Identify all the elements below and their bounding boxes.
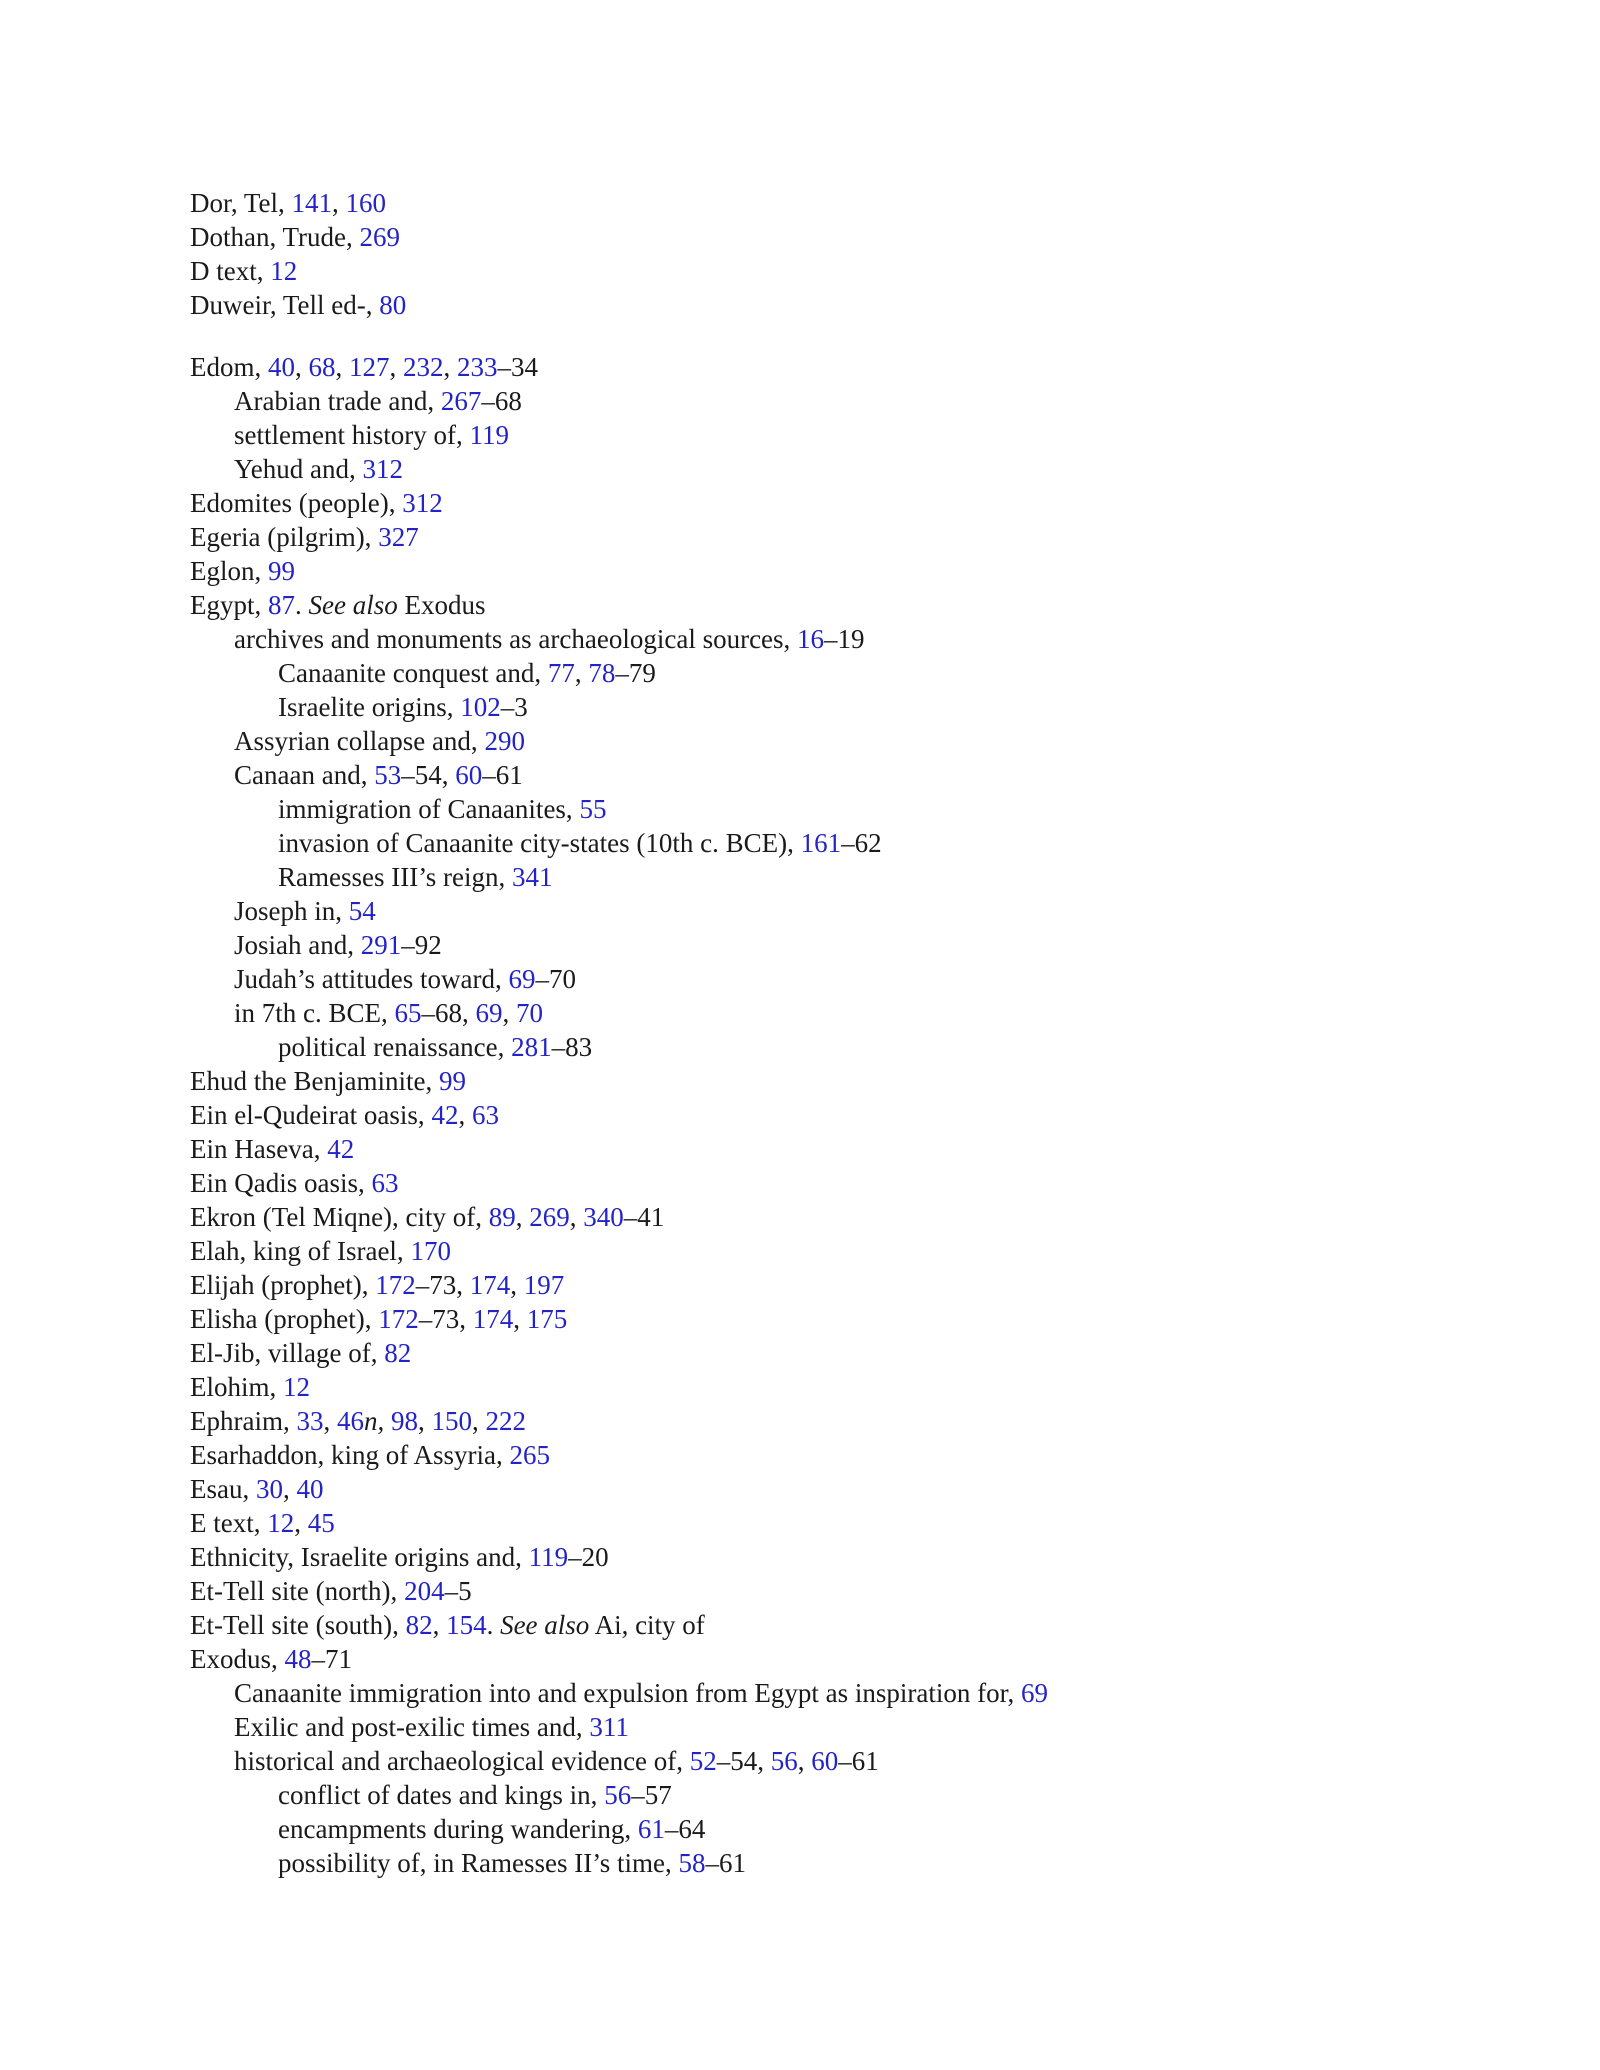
entry-text: Arabian trade and, (234, 386, 441, 416)
page-link[interactable]: 172 (375, 1270, 416, 1300)
entry-text: –73, (418, 1304, 473, 1334)
entry-text: –92 (401, 930, 442, 960)
page-link[interactable]: 312 (362, 454, 404, 484)
page-link[interactable]: 33 (296, 1406, 324, 1436)
page-link[interactable]: 46 (336, 1406, 364, 1436)
page-link[interactable]: 12 (267, 1508, 295, 1538)
page-link[interactable]: 170 (410, 1236, 451, 1266)
index-subentry (190, 860, 1490, 894)
page-link[interactable]: 269 (529, 1202, 570, 1232)
entry-text: Judah’s attitudes toward, (234, 964, 509, 994)
index-entry (190, 1370, 1490, 1404)
index-entry (190, 1574, 1490, 1608)
entry-text: –70 (535, 964, 576, 994)
index-entry (190, 1438, 1490, 1472)
entry-text: Esau, (190, 1474, 256, 1504)
entry-text: –3 (500, 692, 528, 722)
page-link[interactable]: 78 (588, 658, 616, 688)
page-link[interactable]: 65 (394, 998, 422, 1028)
entry-text: Ein Qadis oasis, (190, 1168, 372, 1198)
index-entry (190, 1200, 1490, 1234)
page-link[interactable]: 87 (268, 590, 295, 620)
index-entry (190, 1234, 1490, 1268)
index-entry (190, 350, 1490, 384)
entry-text: –5 (444, 1576, 472, 1606)
page-link[interactable]: 174 (469, 1270, 511, 1300)
entry-text: conflict of dates and kings in, (278, 1780, 605, 1810)
entry-text: , (513, 1304, 527, 1334)
index-subentry (190, 1778, 1490, 1812)
entry-text: –54, (716, 1746, 771, 1776)
entry-text: settlement history of, (234, 420, 470, 450)
index-entry (190, 1642, 1490, 1676)
page-link[interactable]: 69 (475, 998, 503, 1028)
entry-text: historical and archaeological evidence of, (234, 1746, 690, 1776)
entry-text: –68 (481, 386, 522, 416)
entry-text: Dor, Tel, (190, 188, 292, 218)
index-subentry (190, 826, 1490, 860)
index-subentry (190, 452, 1490, 486)
page-link[interactable]: 63 (471, 1100, 499, 1130)
page-link[interactable]: 68 (308, 352, 336, 382)
entry-text: Elijah (prophet), (190, 1270, 376, 1300)
entry-text: Dothan, Trude, (190, 222, 360, 252)
page-link[interactable]: 127 (349, 352, 390, 382)
cross-reference-label: n, (363, 1406, 385, 1436)
index-subentry (190, 928, 1490, 962)
entry-text: Ekron (Tel Miqne), city of, (190, 1202, 489, 1232)
page-link[interactable]: 70 (516, 998, 543, 1028)
index-list (190, 186, 1490, 1880)
index-entry (190, 1064, 1490, 1098)
index-entry (190, 1336, 1490, 1370)
entry-text: –20 (568, 1542, 609, 1572)
entry-text: Elohim, (190, 1372, 283, 1402)
entry-text: , (797, 1746, 812, 1776)
entry-text: Exilic and post-exilic times and, (234, 1712, 590, 1742)
page-link[interactable]: 174 (472, 1304, 514, 1334)
index-entry (190, 1302, 1490, 1336)
entry-text: –41 (623, 1202, 665, 1232)
entry-text: Canaan and, (234, 760, 375, 790)
entry-text: –79 (615, 658, 656, 688)
index-entry (190, 288, 1490, 322)
index-subentry (190, 1030, 1490, 1064)
entry-text: Ehud the Benjaminite, (190, 1066, 439, 1096)
entry-text: Elisha (prophet), (190, 1304, 379, 1334)
page-link[interactable]: 222 (485, 1406, 526, 1436)
entry-text: Esarhaddon, king of Assyria, (190, 1440, 510, 1470)
entry-text: Joseph in, (234, 896, 349, 926)
index-subentry (190, 724, 1490, 758)
index-subentry (190, 1710, 1490, 1744)
page-link[interactable]: 56 (770, 1746, 798, 1776)
entry-text: Yehud and, (234, 454, 363, 484)
entry-text: Ethnicity, Israelite origins and, (190, 1542, 529, 1572)
entry-text: Egeria (pilgrim), (190, 522, 379, 552)
page-link[interactable]: 327 (378, 522, 419, 552)
entry-text: . (295, 590, 309, 620)
entry-text: Ai, city of (589, 1610, 705, 1640)
page-link[interactable]: 311 (589, 1712, 629, 1742)
index-subentry (190, 758, 1490, 792)
entry-text: Josiah and, (234, 930, 361, 960)
entry-text: El-Jib, village of, (190, 1338, 385, 1368)
entry-text: Edomites (people), (190, 488, 403, 518)
page-link[interactable]: 69 (508, 964, 536, 994)
entry-text: Ephraim, (190, 1406, 297, 1436)
index-entry (190, 1608, 1490, 1642)
index-subentry (190, 656, 1490, 690)
page-link[interactable]: 55 (579, 794, 607, 824)
entry-text: , (471, 1406, 486, 1436)
index-entry (190, 486, 1490, 520)
entry-text: , (458, 1100, 472, 1130)
index-entry (190, 1540, 1490, 1574)
index-subentry (190, 894, 1490, 928)
page-link[interactable]: 12 (270, 256, 298, 286)
page-link[interactable]: 89 (488, 1202, 516, 1232)
page-link[interactable]: 54 (348, 896, 376, 926)
index-entry (190, 1098, 1490, 1132)
page-link[interactable]: 40 (296, 1474, 324, 1504)
index-subentry (190, 996, 1490, 1030)
page-link[interactable]: 160 (345, 188, 387, 218)
page-link[interactable]: 150 (431, 1406, 472, 1436)
page-link[interactable]: 40 (268, 352, 295, 382)
entry-text: , (295, 352, 309, 382)
cross-reference-label: See also (500, 1610, 590, 1640)
entry-text: , (282, 1474, 297, 1504)
entry-text: Canaanite conquest and, (278, 658, 548, 688)
page-link[interactable]: 341 (511, 862, 553, 892)
entry-text: in 7th c. BCE, (234, 998, 395, 1028)
entry-text: , (569, 1202, 584, 1232)
entry-text: Canaanite immigration into and expulsion from Egypt as inspiration for, (234, 1678, 1022, 1708)
entry-text: –61 (705, 1848, 746, 1878)
page-link[interactable]: 80 (379, 290, 407, 320)
page-link[interactable]: 265 (509, 1440, 550, 1470)
page-link[interactable]: 269 (359, 222, 401, 252)
page-link[interactable]: 42 (327, 1134, 355, 1164)
index-entry (190, 588, 1490, 622)
entry-text: –61 (838, 1746, 879, 1776)
entry-text: political renaissance, (278, 1032, 512, 1062)
page-link[interactable]: 291 (360, 930, 402, 960)
entry-text: , (389, 352, 403, 382)
entry-text: , (510, 1270, 524, 1300)
page-link[interactable]: 119 (469, 420, 509, 450)
entry-text: , (432, 1610, 447, 1640)
index-subentry (190, 690, 1490, 724)
page-link[interactable]: 98 (390, 1406, 418, 1436)
entry-text: Duweir, Tell ed-, (190, 290, 380, 320)
page-link[interactable]: 197 (523, 1270, 565, 1300)
entry-text: –61 (482, 760, 523, 790)
index-subentry (190, 418, 1490, 452)
entry-text: Exodus (397, 590, 486, 620)
page-link[interactable]: 290 (484, 726, 525, 756)
index-subentry (190, 1846, 1490, 1880)
page-link[interactable]: 61 (637, 1814, 665, 1844)
entry-text (384, 1406, 391, 1436)
index-entry (190, 1404, 1490, 1438)
page-link[interactable]: 45 (307, 1508, 335, 1538)
entry-text: , (574, 658, 589, 688)
page-link[interactable]: 60 (811, 1746, 839, 1776)
entry-text: Ein el-Qudeirat oasis, (190, 1100, 432, 1130)
page-link[interactable]: 42 (431, 1100, 459, 1130)
page-link[interactable]: 154 (446, 1610, 487, 1640)
entry-text: E text, (190, 1508, 268, 1538)
page-link[interactable]: 82 (405, 1610, 433, 1640)
page-link[interactable]: 172 (378, 1304, 419, 1334)
entry-text: –68, (421, 998, 476, 1028)
entry-text: –73, (415, 1270, 470, 1300)
entry-text: , (332, 188, 346, 218)
index-subentry (190, 384, 1490, 418)
entry-text: Assyrian collapse and, (234, 726, 485, 756)
entry-text: Eglon, (190, 556, 268, 586)
page-link[interactable]: 16 (797, 624, 825, 654)
index-entry (190, 520, 1490, 554)
index-entry (190, 1166, 1490, 1200)
entry-text: encampments during wandering, (278, 1814, 638, 1844)
index-subentry (190, 792, 1490, 826)
entry-text: , (502, 998, 516, 1028)
page-link[interactable]: 141 (291, 188, 333, 218)
entry-text: . (486, 1610, 501, 1640)
page-link[interactable]: 48 (284, 1644, 312, 1674)
page-link[interactable]: 232 (403, 352, 444, 382)
page-link[interactable]: 99 (438, 1066, 466, 1096)
page-link[interactable]: 69 (1021, 1678, 1049, 1708)
index-subentry (190, 962, 1490, 996)
page-link[interactable]: 204 (404, 1576, 445, 1606)
entry-text: D text, (190, 256, 271, 286)
entry-text: –62 (841, 828, 882, 858)
entry-text: , (323, 1406, 337, 1436)
entry-text: –64 (664, 1814, 706, 1844)
index-subentry (190, 1744, 1490, 1778)
page-link[interactable]: 281 (511, 1032, 552, 1062)
entry-text: Exodus, (190, 1644, 285, 1674)
entry-text: Ein Haseva, (190, 1134, 328, 1164)
cross-reference-label: See also (308, 590, 398, 620)
index-entry (190, 554, 1490, 588)
entry-text: , (294, 1508, 308, 1538)
entry-text: –71 (311, 1644, 352, 1674)
index-entry (190, 1506, 1490, 1540)
page-link[interactable]: 119 (528, 1542, 569, 1572)
page-link[interactable]: 161 (800, 828, 842, 858)
index-subentry (190, 1812, 1490, 1846)
page-link[interactable]: 58 (678, 1848, 706, 1878)
page-link[interactable]: 77 (547, 658, 575, 688)
entry-text: –54, (401, 760, 456, 790)
entry-text: , (443, 352, 457, 382)
entry-text: Et-Tell site (south), (190, 1610, 406, 1640)
index-entry (190, 1132, 1490, 1166)
page-link[interactable]: 12 (283, 1372, 310, 1402)
index-entry (190, 1472, 1490, 1506)
page-link[interactable]: 102 (460, 692, 501, 722)
page-link[interactable]: 53 (374, 760, 402, 790)
page-link[interactable]: 312 (402, 488, 443, 518)
page-link[interactable]: 267 (440, 386, 482, 416)
index-entry (190, 220, 1490, 254)
entry-text: possibility of, in Ramesses II’s time, (278, 1848, 679, 1878)
entry-text: –57 (631, 1780, 672, 1810)
entry-text: –19 (824, 624, 865, 654)
page-link[interactable]: 60 (455, 760, 483, 790)
entry-text: archives and monuments as archaeological sources, (234, 624, 798, 654)
page-link[interactable]: 63 (371, 1168, 399, 1198)
entry-text: Israelite origins, (278, 692, 461, 722)
page-link[interactable]: 82 (384, 1338, 412, 1368)
entry-text: Egypt, (190, 590, 268, 620)
entry-text: –34 (497, 352, 538, 382)
entry-text: , (417, 1406, 432, 1436)
index-entry (190, 1268, 1490, 1302)
page-link[interactable]: 175 (526, 1304, 568, 1334)
page-link[interactable]: 99 (268, 556, 295, 586)
page-link[interactable]: 52 (689, 1746, 717, 1776)
index-subentry (190, 622, 1490, 656)
page-link[interactable]: 56 (604, 1780, 632, 1810)
index-entry (190, 254, 1490, 288)
entry-text: Elah, king of Israel, (190, 1236, 411, 1266)
entry-text: invasion of Canaanite city-states (10th c. BCE), (278, 828, 801, 858)
entry-text: Ramesses III’s reign, (278, 862, 512, 892)
page-link[interactable]: 233 (457, 352, 498, 382)
entry-text: , (335, 352, 349, 382)
index-entry (190, 186, 1490, 220)
entry-text: immigration of Canaanites, (278, 794, 580, 824)
entry-text: , (515, 1202, 530, 1232)
index-subentry (190, 1676, 1490, 1710)
page-link[interactable]: 340 (583, 1202, 624, 1232)
entry-text: Et-Tell site (north), (190, 1576, 405, 1606)
page-link[interactable]: 30 (255, 1474, 283, 1504)
entry-text: –83 (551, 1032, 593, 1062)
entry-text: Edom, (190, 352, 268, 382)
